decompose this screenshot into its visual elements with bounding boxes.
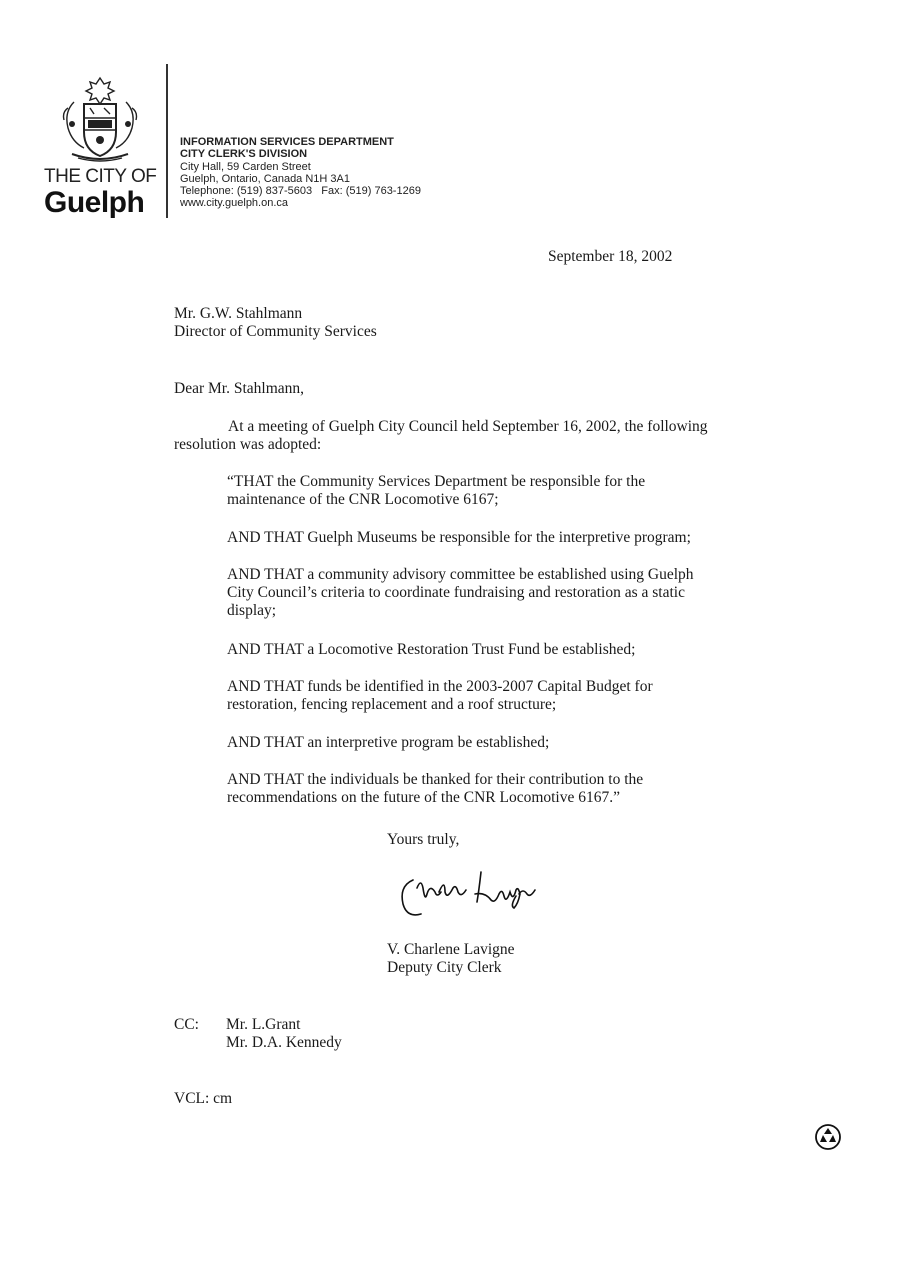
resolution-line: “THAT the Community Services Department be responsible for the: [227, 473, 646, 490]
resolution-line: City Council’s criteria to coordinate fundraising and restoration as a static: [227, 584, 685, 601]
division-name: CITY CLERK'S DIVISION: [180, 148, 308, 161]
cc-label: CC:: [174, 1016, 199, 1033]
resolution-line: restoration, fencing replacement and a roof structure;: [227, 696, 557, 713]
letterhead-divider: [166, 64, 168, 218]
recipient-block: [174, 305, 377, 341]
resolution-paragraph: [227, 529, 747, 547]
resolution-paragraph: [227, 566, 747, 620]
handwritten-signature: [395, 862, 555, 926]
cc-list: [226, 1016, 342, 1052]
resolution-paragraph: [227, 678, 747, 714]
city-crest-logo: [54, 74, 146, 166]
recycled-paper-icon: [814, 1123, 842, 1151]
recipient-name: Mr. G.W. Stahlmann: [174, 305, 303, 322]
resolution-paragraph: [227, 473, 747, 509]
signer-title: Deputy City Clerk: [387, 959, 502, 976]
resolution-line: display;: [227, 602, 277, 619]
website: www.city.guelph.on.ca: [180, 197, 289, 210]
resolution-line: AND THAT funds be identified in the 2003-2007 Capital Budget for: [227, 678, 653, 695]
letter-date: September 18, 2002: [548, 248, 673, 265]
resolution-line: AND THAT the individuals be thanked for their contribution to the: [227, 771, 644, 788]
cc-recipient: Mr. D.A. Kennedy: [226, 1034, 342, 1051]
department-name: INFORMATION SERVICES DEPARTMENT: [180, 136, 394, 148]
intro-line-1: At a meeting of Guelph City Council held September 16, 2002, the following: [228, 418, 708, 435]
resolution-paragraph: [227, 771, 747, 807]
telephone-fax: Telephone: (519) 837-5603 Fax: (519) 763-1269: [180, 185, 421, 198]
department-block: [180, 136, 421, 210]
address-line-2: Guelph, Ontario, Canada N1H 3A1: [180, 172, 350, 185]
resolution-paragraph: [227, 734, 747, 752]
resolution-line: AND THAT Guelph Museums be responsible for the interpretive program;: [227, 529, 691, 546]
closing: Yours truly,: [387, 831, 460, 848]
signer-block: [387, 941, 515, 977]
logo-text-the-city-of: THE CITY OF: [44, 166, 157, 187]
cc-recipient: Mr. L.Grant: [226, 1016, 301, 1033]
address-line-1: City Hall, 59 Carden Street: [180, 160, 311, 173]
resolution-line: recommendations on the future of the CNR Locomotive 6167.”: [227, 789, 621, 806]
intro-paragraph: [174, 418, 744, 454]
resolution-paragraph: [227, 641, 747, 659]
salutation: Dear Mr. Stahlmann,: [174, 380, 305, 397]
signer-name: V. Charlene Lavigne: [387, 941, 515, 958]
recipient-title: Director of Community Services: [174, 323, 377, 340]
resolution-line: AND THAT a community advisory committee be established using Guelph: [227, 566, 694, 583]
resolution-line: maintenance of the CNR Locomotive 6167;: [227, 491, 499, 508]
intro-line-2: resolution was adopted:: [174, 436, 322, 453]
resolution-line: AND THAT an interpretive program be established;: [227, 734, 550, 751]
resolution-line: AND THAT a Locomotive Restoration Trust Fund be established;: [227, 641, 636, 658]
reference-initials: VCL: cm: [174, 1090, 233, 1107]
logo-text-guelph: Guelph: [44, 186, 145, 219]
